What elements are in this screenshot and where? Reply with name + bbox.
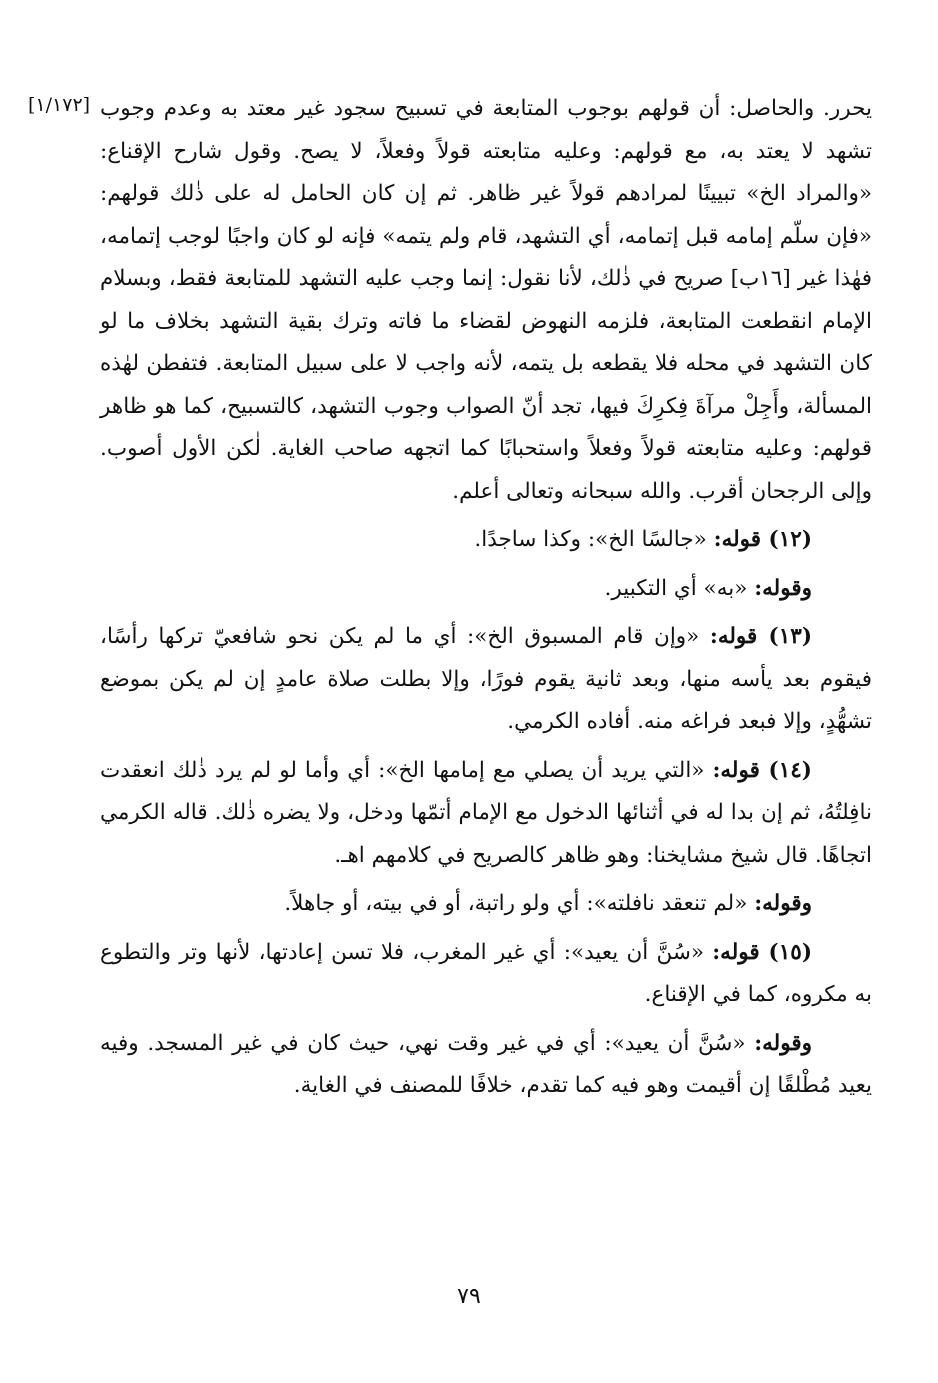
note-14 [100, 750, 872, 878]
main-text [100, 88, 872, 1108]
note-12-sub [100, 568, 872, 611]
page-number: ٧٩ [457, 1284, 481, 1309]
paragraph-text: يحرر. والحاصل: أن قولهم بوجوب المتابعة في تسبيح سجود غير معتد به وعدم وجوب تشهد لا يعتد به، مع قولهم: وعليه متابعته قولاً وفعلاً، لا يصح. وقول شارح الإقناع: «والمراد الخ» تبيينًا لمرادهم قولاً غير ظاهر. ثم إن كان الحامل له على ذٰلك قولهم: «فإن سلّم إمامه قبل إتمامه، أي التشهد، قام ولم يتمه» فإنه لو كان واجبًا لوجب إتمامه، فهٰذا غير [١٦ب] صريح في ذٰلك، لأنا نقول: إنما وجب عليه التشهد للمتابعة فقط، وبسلام الإمام انقطعت المتابعة، فلزمه النهوض لقضاء ما فاته وترك بقية التشهد بخلاف ما لو كان التشهد في محله فلا يقطعه بل يتمه، لأنه واجب لا على سبيل المتابعة. فتفطن لهٰذه المسألة، وأَجِلْ مرآةَ فِكرِكَ فيها، تجد أنّ الصواب وجوب التشهد، كالتسبيح، كما هو ظاهر قولهم: وعليه متابعته قولاً وفعلاً واستحبابًا كما اتجهه صاحب الغاية. لٰكن الأول أصوب. وإلى الرجحان أقرب. والله سبحانه وتعالى أعلم. [100, 96, 872, 504]
note-14-sub [100, 883, 872, 926]
note-label: (١٤) قوله: [712, 757, 812, 783]
note-15 [100, 932, 872, 1017]
paragraph-continuation [100, 88, 872, 513]
note-text: «سُنَّ أن يعيد»: أي غير المغرب، فلا تسن إعادتها، لأنها وتر والتطوع به مكروه، كما في الإقناع. [100, 939, 872, 1007]
note-text: «جالسًا الخ»: وكذا ساجدًا. [474, 527, 707, 552]
margin-reference: [١/١٧٢] [28, 94, 91, 116]
note-label: (١٥) قوله: [712, 939, 812, 965]
note-label: وقوله: [754, 891, 812, 916]
note-label: (١٢) قوله: [713, 527, 812, 552]
note-12 [100, 519, 872, 562]
note-label: وقوله: [754, 1030, 812, 1056]
note-13 [100, 616, 872, 744]
note-15-sub [100, 1023, 872, 1108]
note-text: «سُنَّ أن يعيد»: أي في غير وقت نهي، حيث كان في غير المسجد. وفيه يعيد مُطْلقًا إن أقيمت وهو فيه كما تقدم، خلافًا للمصنف في الغاية. [100, 1030, 872, 1098]
note-label: (١٣) قوله: [709, 624, 812, 649]
note-text: «لم تنعقد نافلته»: أي ولو راتبة، أو في بيته، أو جاهلاً. [284, 891, 748, 916]
note-text: «به» أي التكبير. [604, 575, 748, 601]
note-label: وقوله: [754, 575, 812, 601]
note-text: «وإن قام المسبوق الخ»: أي ما لم يكن نحو شافعيّ تركها رأسًا، فيقوم بعد يأسه منها، وبعد ثانية يقوم فورًا، وإلا بطلت صلاة عامدٍ إن لم يكن بموضع تشهُّدٍ، وإلا فبعد فراغه منه. أفاده الكرمي. [100, 624, 872, 734]
note-text: «التي يريد أن يصلي مع إمامها الخ»: أي وأما لو لم يرد ذٰلك انعقدت نافِلتُهُ، ثم إن بدا له في أثنائها الدخول مع الإمام أتمّها ودخل، ولا يضره ذٰلك. قاله الكرمي اتجاهًا. قال شيخ مشايخنا: وهو ظاهر كالصريح في كلامهم اهـ. [100, 757, 872, 868]
